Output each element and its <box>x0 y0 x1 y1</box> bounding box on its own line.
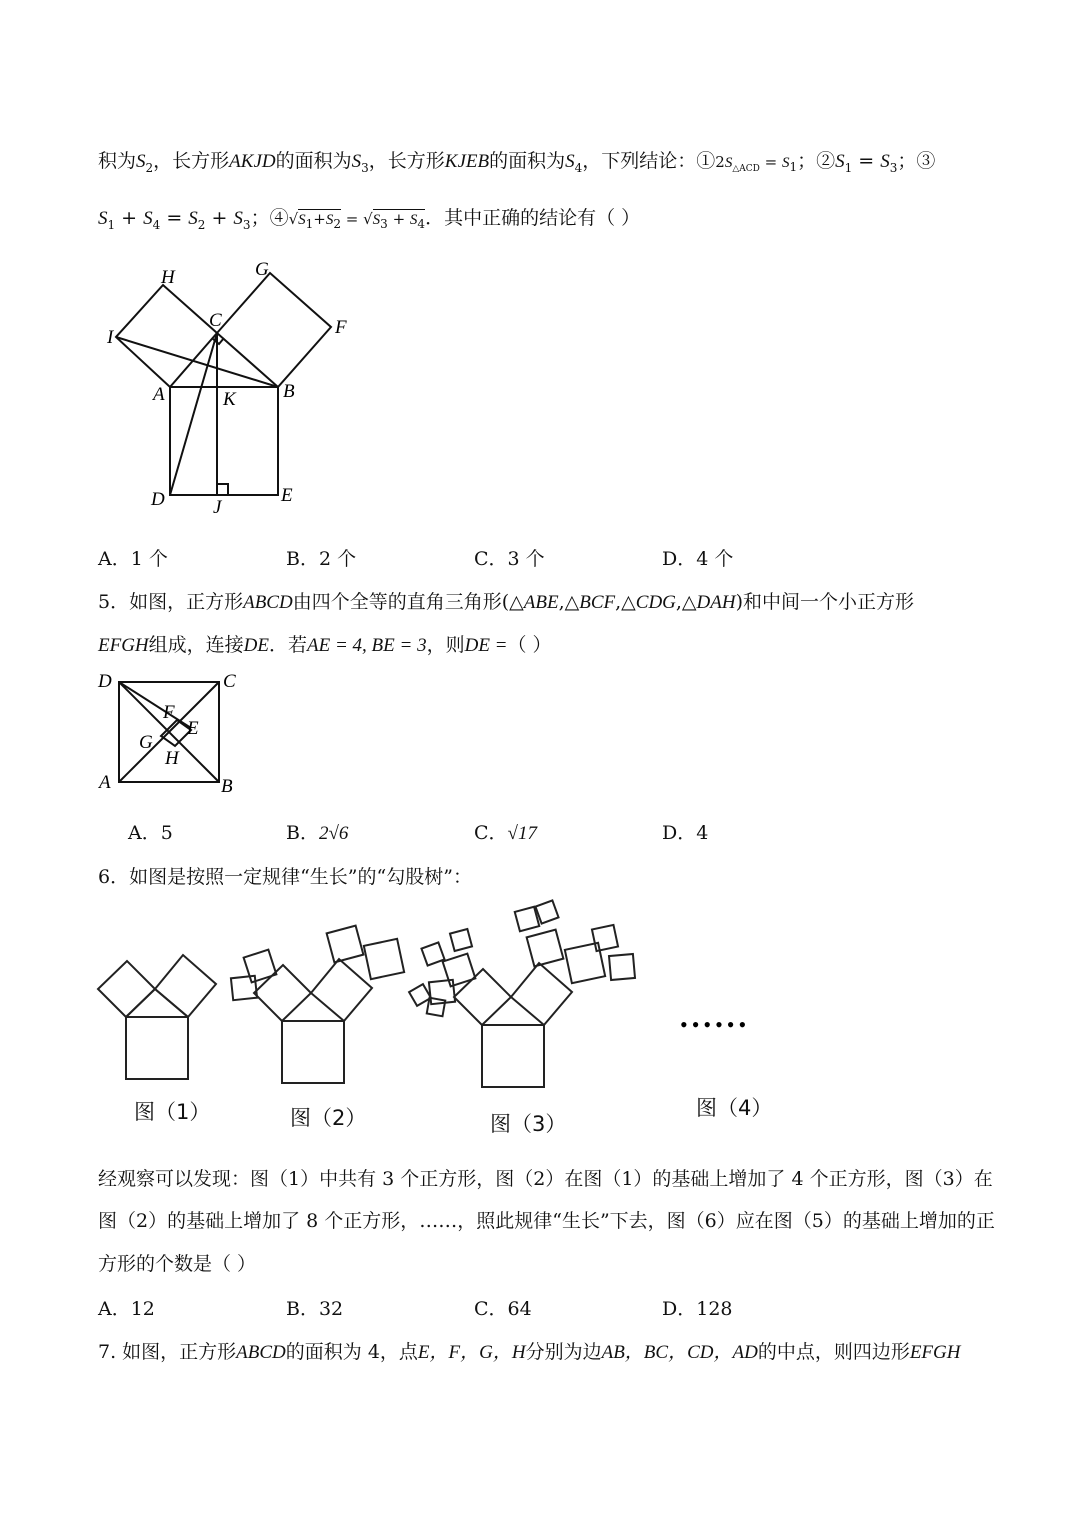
q5-line1: 5．如图，正方形ABCD由四个全等的直角三角形(△ABE,△BCF,△CDG,△DAH)和中间一个小正方形 <box>98 591 915 613</box>
q6-option-b: B．32 <box>286 1298 344 1320</box>
q4-label-g: G <box>255 259 269 280</box>
q6-ellipsis-dots: •••••• <box>680 1012 751 1037</box>
q4-line1: 积为$S_2$，长方形AKJD的面积为$S_3$，长方形KJEB的面积为$S_4$，下列结论：$①2S_{\triangle ACD} = S_1$；$②S_1 = S_3$；③ <box>98 150 936 175</box>
q5-label-c: C <box>223 671 236 692</box>
q4-figure <box>95 255 365 520</box>
q4-option-b: B．2 个 <box>286 548 357 570</box>
q6-pythagoras-trees <box>90 895 790 1095</box>
q6-option-c: C．64 <box>474 1298 532 1320</box>
q4-label-e: E <box>281 485 293 506</box>
q4-label-d: D <box>151 489 165 510</box>
q5-line2: EFGH组成，连接DE．若AE = 4, BE = 3，则DE =（ ） <box>98 634 552 656</box>
q4-label-h: H <box>161 267 175 288</box>
q4-option-a: A．1 个 <box>98 548 168 570</box>
q4-line2: $S_1 + S_4 = S_2 + S_3$；$④√S_1+S_2 = √S_3 + S_4$．其中正确的结论有（ ） <box>98 207 641 232</box>
q5-label-a: A <box>99 772 111 793</box>
q5-label-h: H <box>165 748 179 769</box>
q4-label-i: I <box>107 327 114 348</box>
tree-fig-3 <box>409 900 635 1087</box>
q5-label-e: E <box>187 718 199 739</box>
q6-para3: 方形的个数是（ ） <box>98 1253 257 1275</box>
q4-label-f: F <box>335 317 347 338</box>
q6-option-a: A．12 <box>98 1298 155 1320</box>
tree-fig-1 <box>98 955 216 1079</box>
q5-label-g: G <box>139 732 153 753</box>
q6-fig-label-1: 图（1） <box>134 1100 211 1124</box>
q7-line: 7. 如图，正方形ABCD的面积为 4，点E，F，G，H分别为边AB，BC，CD，AD的中点，则四边形EFGH <box>98 1341 961 1363</box>
q4-label-b: B <box>283 381 295 402</box>
q4-label-k: K <box>223 389 236 410</box>
q4-option-c: C．3 个 <box>474 548 545 570</box>
q4-label-c: C <box>209 310 222 331</box>
q5-option-a: A．5 <box>128 822 173 844</box>
q5-label-f: F <box>163 702 175 723</box>
q6-fig-label-3: 图（3） <box>490 1112 567 1136</box>
q4-square-cbfg <box>217 273 331 387</box>
q5-option-b: B．2√6 <box>286 822 349 844</box>
q6-fig-label-4: 图（4） <box>696 1096 773 1120</box>
q4-label-j: J <box>213 497 222 518</box>
q5-option-d: D．4 <box>662 822 709 844</box>
q5-option-c: C．√17 <box>474 822 537 844</box>
q6-para1: 经观察可以发现：图（1）中共有 3 个正方形，图（2）在图（1）的基础上增加了 4 个正方形，图（3）在 <box>98 1168 993 1190</box>
tree-fig-2 <box>231 926 404 1083</box>
q5-label-d: D <box>98 671 112 692</box>
q5-figure <box>95 668 255 798</box>
q4-label-a: A <box>153 384 165 405</box>
q6-fig-label-2: 图（2） <box>290 1106 367 1130</box>
q4-square-acih <box>116 285 217 387</box>
q6-para2: 图（2）的基础上增加了 8 个正方形，……，照此规律“生长”下去，图（6）应在图（5）的基础上增加的正 <box>98 1210 995 1232</box>
q6-option-d: D．128 <box>662 1298 733 1320</box>
q6-title: 6．如图是按照一定规律“生长”的“勾股树”： <box>98 866 472 888</box>
q5-label-b: B <box>221 776 233 797</box>
q4-option-d: D．4 个 <box>662 548 734 570</box>
